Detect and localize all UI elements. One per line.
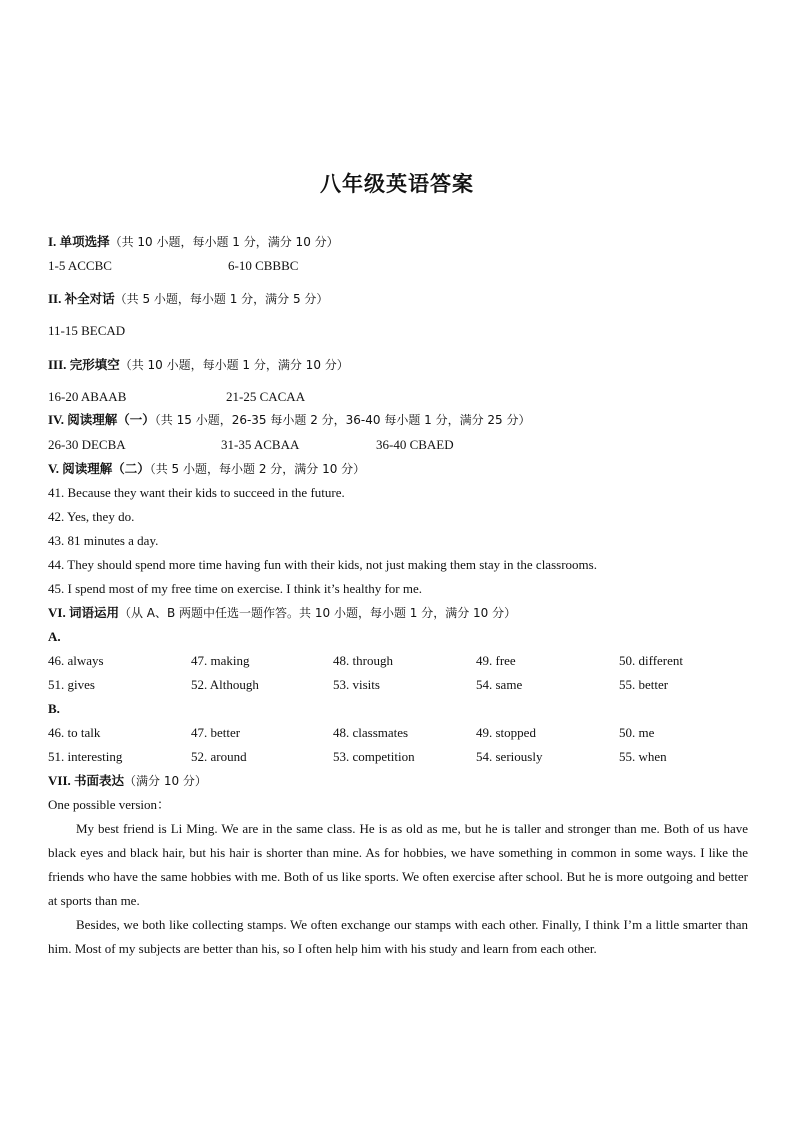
section-number: IV. <box>48 412 65 427</box>
section-note: （从 A、B 两题中任选一题作答。共 10 小题，每小题 1 分，满分 10 分） <box>118 606 517 620</box>
word-answer: 46. always <box>48 653 104 668</box>
page-title: 八年级英语答案 <box>320 172 474 196</box>
section-note: （共 15 小题，26-35 每小题 2 分，36-40 每小题 1 分，满分 25 分） <box>154 413 531 427</box>
section-number: II. <box>48 291 62 306</box>
word-answer: 52. around <box>191 749 247 764</box>
answer-group: 16-20 ABAAB <box>48 389 127 404</box>
word-answer: 46. to talk <box>48 725 101 740</box>
section-note: （共 10 小题，每小题 1 分，满分 10 分） <box>119 358 349 372</box>
word-answer: 55. better <box>619 677 669 692</box>
word-answer: 49. free <box>476 653 516 668</box>
section-note: （共 10 小题，每小题 1 分，满分 10 分） <box>109 235 339 249</box>
answer-group: 26-30 DECBA <box>48 437 126 452</box>
section-number: V. <box>48 461 59 476</box>
section-name: 书面表达 <box>74 773 125 788</box>
section-name: 完形填空 <box>69 357 120 372</box>
answer-line: 41. Because they want their kids to succeed in the future. <box>48 485 345 500</box>
section-5-header <box>48 461 365 477</box>
word-answer: 54. seriously <box>476 749 543 764</box>
essay-intro: One possible version： <box>48 797 171 812</box>
word-answer: 48. classmates <box>333 725 409 740</box>
word-answer: 50. me <box>619 725 655 740</box>
essay-paragraph: Besides, we both like collecting stamps. We often exchange our stamps with each other. Finally, I think I’m a little smarter than him. Most of my subjects are better than his, so I often help him with his study and learn from each other. <box>48 917 748 956</box>
word-answer: 47. better <box>191 725 241 740</box>
word-answer: 52. Although <box>191 677 259 692</box>
section-note: （共 5 小题，每小题 1 分，满分 5 分） <box>114 292 329 306</box>
word-answer: 51. interesting <box>48 749 123 764</box>
section-7-header <box>48 773 207 789</box>
word-answer: 50. different <box>619 653 684 668</box>
answer-line: 43. 81 minutes a day. <box>48 533 159 548</box>
section-number: VI. <box>48 605 66 620</box>
answer-group: 31-35 ACBAA <box>221 437 300 452</box>
word-answer: 51. gives <box>48 677 95 692</box>
answer-group: 21-25 CACAA <box>226 389 306 404</box>
answer-group: 11-15 BECAD <box>48 323 126 338</box>
word-answer: 48. through <box>333 653 393 668</box>
section-note: （共 5 小题，每小题 2 分，满分 10 分） <box>149 462 366 476</box>
answer-line: 44. They should spend more time having fun with their kids, not just making them stay in the classrooms. <box>48 557 597 572</box>
section-name: 阅读理解（一） <box>67 412 155 427</box>
essay-paragraph: My best friend is Li Ming. We are in the same class. He is as old as me, but he is taller and stronger than me. Both of us have black eyes and black hair, but his hair is shorter than mine. As for hobbies, we have something in common in some ways. I like the friends who have the same hobbies with me. Both of us like sports. We often exercise after school. But he is more outgoing and better at sports than me. <box>48 821 748 908</box>
answer-line: 42. Yes, they do. <box>48 509 135 524</box>
word-answer: 53. visits <box>333 677 380 692</box>
word-answer: 54. same <box>476 677 523 692</box>
answer-group: 6-10 CBBBC <box>228 258 299 273</box>
section-number: III. <box>48 357 67 372</box>
section-name: 阅读理解（二） <box>62 461 150 476</box>
section-name: 词语运用 <box>68 605 119 620</box>
word-answer: 55. when <box>619 749 667 764</box>
section-number: VII. <box>48 773 71 788</box>
word-answer: 53. competition <box>333 749 415 764</box>
section-name: 单项选择 <box>59 234 110 249</box>
subsection-a-label: A. <box>48 629 61 644</box>
answer-group: 1-5 ACCBC <box>48 258 112 273</box>
section-2-header <box>48 291 328 307</box>
section-note: （满分 10 分） <box>124 774 207 788</box>
section-6-header <box>48 605 516 621</box>
subsection-b-label: B. <box>48 701 60 716</box>
section-1-header <box>48 234 339 250</box>
section-3-header <box>48 357 349 373</box>
word-answer: 47. making <box>191 653 250 668</box>
word-answer: 49. stopped <box>476 725 536 740</box>
section-4-header <box>48 412 531 428</box>
answer-group: 36-40 CBAED <box>376 437 454 452</box>
section-name: 补全对话 <box>64 291 115 306</box>
section-number: I. <box>48 234 57 249</box>
answer-line: 45. I spend most of my free time on exercise. I think it’s healthy for me. <box>48 581 423 596</box>
